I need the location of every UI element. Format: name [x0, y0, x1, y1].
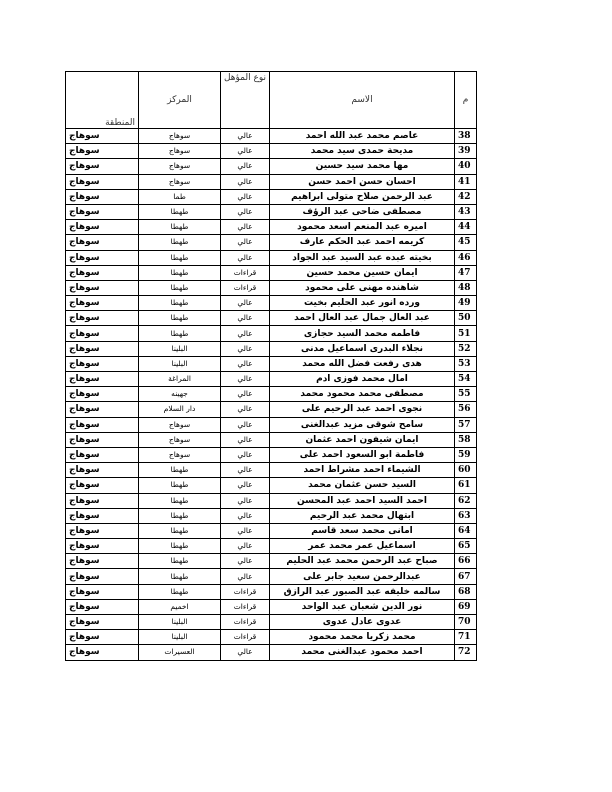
- row-center: البلينا: [139, 356, 221, 371]
- row-qualification: عالي: [221, 159, 270, 174]
- table-row: [66, 630, 477, 645]
- table-row: [66, 144, 477, 159]
- table-row: [66, 280, 477, 295]
- row-center: العسيرات: [139, 645, 221, 660]
- row-region: سوهاج: [66, 402, 139, 417]
- row-region: سوهاج: [66, 311, 139, 326]
- row-number: 66: [455, 554, 477, 569]
- row-name: امانى محمد سعد قاسم: [270, 523, 455, 538]
- row-qualification: عالي: [221, 235, 270, 250]
- row-name: صباح عبد الرحمن محمد عبد الحليم: [270, 554, 455, 569]
- row-number: 63: [455, 508, 477, 523]
- row-qualification: عالي: [221, 144, 270, 159]
- row-region: سوهاج: [66, 296, 139, 311]
- row-region: سوهاج: [66, 341, 139, 356]
- row-region: سوهاج: [66, 159, 139, 174]
- row-center: طهطا: [139, 584, 221, 599]
- names-table: [65, 71, 477, 661]
- row-region: سوهاج: [66, 280, 139, 295]
- row-qualification: عالي: [221, 174, 270, 189]
- row-name: امال محمد فوزى ادم: [270, 372, 455, 387]
- table-row: [66, 296, 477, 311]
- row-center: المراغة: [139, 372, 221, 387]
- row-center: البلينا: [139, 615, 221, 630]
- table-body: [66, 129, 477, 661]
- row-qualification: عالي: [221, 432, 270, 447]
- table-row: [66, 204, 477, 219]
- row-center: طهطا: [139, 296, 221, 311]
- row-center: طهطا: [139, 204, 221, 219]
- row-qualification: عالي: [221, 523, 270, 538]
- row-center: سوهاج: [139, 432, 221, 447]
- table-row: [66, 220, 477, 235]
- table-row: [66, 387, 477, 402]
- table-row: [66, 129, 477, 144]
- row-qualification: قراءات: [221, 615, 270, 630]
- row-number: 68: [455, 584, 477, 599]
- row-number: 57: [455, 417, 477, 432]
- row-region: سوهاج: [66, 539, 139, 554]
- row-number: 44: [455, 220, 477, 235]
- row-region: سوهاج: [66, 493, 139, 508]
- row-center: طهطا: [139, 478, 221, 493]
- row-name: سالمه خليفه عبد الصبور عبد الرازق: [270, 584, 455, 599]
- row-qualification: عالي: [221, 463, 270, 478]
- row-region: سوهاج: [66, 250, 139, 265]
- table-row: [66, 341, 477, 356]
- row-center: طهطا: [139, 463, 221, 478]
- row-name: ايمان حسين محمد حسين: [270, 265, 455, 280]
- row-qualification: قراءات: [221, 280, 270, 295]
- row-name: اميره عبد المنعم اسعد محمود: [270, 220, 455, 235]
- row-number: 69: [455, 599, 477, 614]
- row-number: 46: [455, 250, 477, 265]
- row-qualification: عالي: [221, 372, 270, 387]
- header-name: الاسم: [270, 72, 455, 129]
- row-name: فاطمه محمد السيد حجازى: [270, 326, 455, 341]
- table-row: [66, 311, 477, 326]
- table-row: [66, 463, 477, 478]
- header-region: المنطقة: [66, 72, 139, 129]
- row-center: طهطا: [139, 250, 221, 265]
- row-region: سوهاج: [66, 569, 139, 584]
- row-center: طهطا: [139, 311, 221, 326]
- row-number: 61: [455, 478, 477, 493]
- row-name: مصطفى ضاحى عبد الرؤف: [270, 204, 455, 219]
- row-number: 52: [455, 341, 477, 356]
- row-qualification: عالي: [221, 204, 270, 219]
- row-qualification: قراءات: [221, 599, 270, 614]
- table-row: [66, 235, 477, 250]
- row-number: 56: [455, 402, 477, 417]
- row-number: 72: [455, 645, 477, 660]
- row-name: ابتهال محمد عبد الرحيم: [270, 508, 455, 523]
- row-number: 54: [455, 372, 477, 387]
- row-number: 45: [455, 235, 477, 250]
- row-number: 42: [455, 189, 477, 204]
- table-row: [66, 174, 477, 189]
- row-center: طهطا: [139, 554, 221, 569]
- table-row: [66, 250, 477, 265]
- row-qualification: عالي: [221, 129, 270, 144]
- row-region: سوهاج: [66, 204, 139, 219]
- row-name: عدوى عادل عدوى: [270, 615, 455, 630]
- row-name: فاطمة ابو السعود احمد على: [270, 447, 455, 462]
- row-name: مصطفى محمد محمود محمد: [270, 387, 455, 402]
- table-row: [66, 645, 477, 660]
- header-qualification: نوع المؤهل: [221, 72, 270, 129]
- row-center: طهطا: [139, 493, 221, 508]
- row-region: سوهاج: [66, 265, 139, 280]
- table-header-row: [66, 72, 477, 129]
- row-number: 58: [455, 432, 477, 447]
- row-name: هدى رفعت فضل الله محمد: [270, 356, 455, 371]
- row-name: مها محمد سيد حسين: [270, 159, 455, 174]
- row-region: سوهاج: [66, 463, 139, 478]
- row-center: سوهاج: [139, 144, 221, 159]
- row-name: كريمه احمد عبد الحكم عارف: [270, 235, 455, 250]
- row-qualification: عالي: [221, 478, 270, 493]
- row-center: سوهاج: [139, 447, 221, 462]
- row-number: 47: [455, 265, 477, 280]
- header-center: المركز: [139, 72, 221, 129]
- table-row: [66, 615, 477, 630]
- row-qualification: عالي: [221, 220, 270, 235]
- row-region: سوهاج: [66, 584, 139, 599]
- row-name: احمد محمود عبدالغنى محمد: [270, 645, 455, 660]
- row-region: سوهاج: [66, 417, 139, 432]
- row-number: 62: [455, 493, 477, 508]
- row-region: سوهاج: [66, 326, 139, 341]
- row-qualification: عالي: [221, 645, 270, 660]
- row-name: شاهنده مهنى على محمود: [270, 280, 455, 295]
- row-name: محمد زكريا محمد محمود: [270, 630, 455, 645]
- table-row: [66, 326, 477, 341]
- row-qualification: عالي: [221, 189, 270, 204]
- row-center: طهطا: [139, 326, 221, 341]
- row-qualification: عالي: [221, 417, 270, 432]
- table-row: [66, 508, 477, 523]
- row-name: الشيماء احمد مشراط احمد: [270, 463, 455, 478]
- row-number: 38: [455, 129, 477, 144]
- row-qualification: عالي: [221, 326, 270, 341]
- row-name: عبد العال جمال عبد العال احمد: [270, 311, 455, 326]
- table-row: [66, 372, 477, 387]
- row-name: احمد السيد احمد عبد المحسن: [270, 493, 455, 508]
- row-center: طهطا: [139, 220, 221, 235]
- row-qualification: عالي: [221, 250, 270, 265]
- row-number: 64: [455, 523, 477, 538]
- row-name: نجوى احمد عبد الرحيم على: [270, 402, 455, 417]
- row-qualification: عالي: [221, 493, 270, 508]
- row-number: 55: [455, 387, 477, 402]
- row-region: سوهاج: [66, 189, 139, 204]
- row-name: احسان حسن احمد حسن: [270, 174, 455, 189]
- table-row: [66, 356, 477, 371]
- row-name: عاصم محمد عبد الله احمد: [270, 129, 455, 144]
- row-name: اسماعيل عمر محمد عمر: [270, 539, 455, 554]
- row-center: طهطا: [139, 569, 221, 584]
- row-center: طهطا: [139, 280, 221, 295]
- row-center: اخميم: [139, 599, 221, 614]
- row-center: طهطا: [139, 508, 221, 523]
- row-center: البلينا: [139, 630, 221, 645]
- row-number: 39: [455, 144, 477, 159]
- table-row: [66, 189, 477, 204]
- row-center: طهطا: [139, 235, 221, 250]
- row-number: 70: [455, 615, 477, 630]
- row-center: سوهاج: [139, 129, 221, 144]
- row-qualification: عالي: [221, 296, 270, 311]
- row-name: عبد الرحمن صلاح متولى ابراهيم: [270, 189, 455, 204]
- row-number: 48: [455, 280, 477, 295]
- row-region: سوهاج: [66, 144, 139, 159]
- row-qualification: عالي: [221, 554, 270, 569]
- row-number: 50: [455, 311, 477, 326]
- row-center: سوهاج: [139, 159, 221, 174]
- row-qualification: قراءات: [221, 265, 270, 280]
- row-number: 59: [455, 447, 477, 462]
- row-number: 53: [455, 356, 477, 371]
- row-qualification: عالي: [221, 402, 270, 417]
- table-row: [66, 402, 477, 417]
- row-center: طهطا: [139, 539, 221, 554]
- row-region: سوهاج: [66, 523, 139, 538]
- table-row: [66, 447, 477, 462]
- row-qualification: عالي: [221, 539, 270, 554]
- row-qualification: قراءات: [221, 630, 270, 645]
- row-number: 67: [455, 569, 477, 584]
- row-region: سوهاج: [66, 478, 139, 493]
- row-name: نور الدين شعبان عبد الواحد: [270, 599, 455, 614]
- row-number: 71: [455, 630, 477, 645]
- table-row: [66, 493, 477, 508]
- row-name: عبدالرحمن سعيد جابر على: [270, 569, 455, 584]
- row-region: سوهاج: [66, 599, 139, 614]
- row-qualification: عالي: [221, 447, 270, 462]
- row-region: سوهاج: [66, 220, 139, 235]
- row-number: 43: [455, 204, 477, 219]
- row-region: سوهاج: [66, 508, 139, 523]
- row-name: مديحة حمدى سيد محمد: [270, 144, 455, 159]
- row-region: سوهاج: [66, 432, 139, 447]
- row-name: السيد حسن عثمان محمد: [270, 478, 455, 493]
- row-number: 65: [455, 539, 477, 554]
- row-center: جهينه: [139, 387, 221, 402]
- row-name: ورده انور عبد الحليم بخيت: [270, 296, 455, 311]
- table-row: [66, 265, 477, 280]
- row-region: سوهاج: [66, 372, 139, 387]
- table-row: [66, 432, 477, 447]
- row-center: طهطا: [139, 265, 221, 280]
- row-number: 49: [455, 296, 477, 311]
- row-region: سوهاج: [66, 387, 139, 402]
- table-row: [66, 554, 477, 569]
- table-row: [66, 523, 477, 538]
- table-row: [66, 569, 477, 584]
- row-name: بخيته عبده عبد السيد عبد الجواد: [270, 250, 455, 265]
- table-row: [66, 159, 477, 174]
- table-row: [66, 417, 477, 432]
- row-center: طهطا: [139, 523, 221, 538]
- row-region: سوهاج: [66, 235, 139, 250]
- table-row: [66, 599, 477, 614]
- row-qualification: عالي: [221, 311, 270, 326]
- row-qualification: عالي: [221, 387, 270, 402]
- row-center: دار السلام: [139, 402, 221, 417]
- row-region: سوهاج: [66, 129, 139, 144]
- row-region: سوهاج: [66, 447, 139, 462]
- row-number: 40: [455, 159, 477, 174]
- row-center: سوهاج: [139, 174, 221, 189]
- row-center: البلينا: [139, 341, 221, 356]
- row-region: سوهاج: [66, 645, 139, 660]
- header-number: م: [455, 72, 477, 129]
- row-number: 51: [455, 326, 477, 341]
- row-center: طما: [139, 189, 221, 204]
- row-number: 41: [455, 174, 477, 189]
- row-region: سوهاج: [66, 174, 139, 189]
- table-row: [66, 478, 477, 493]
- row-region: سوهاج: [66, 356, 139, 371]
- row-qualification: عالي: [221, 508, 270, 523]
- row-qualification: قراءات: [221, 584, 270, 599]
- row-center: سوهاج: [139, 417, 221, 432]
- row-region: سوهاج: [66, 615, 139, 630]
- table-row: [66, 539, 477, 554]
- row-region: سوهاج: [66, 630, 139, 645]
- row-region: سوهاج: [66, 554, 139, 569]
- row-name: نجلاء البدرى اسماعيل مدنى: [270, 341, 455, 356]
- row-qualification: عالي: [221, 569, 270, 584]
- row-qualification: عالي: [221, 356, 270, 371]
- table-row: [66, 584, 477, 599]
- row-name: ايمان شيفون احمد عثمان: [270, 432, 455, 447]
- row-name: سامح شوقى مزيد عبدالغنى: [270, 417, 455, 432]
- row-qualification: عالي: [221, 341, 270, 356]
- row-number: 60: [455, 463, 477, 478]
